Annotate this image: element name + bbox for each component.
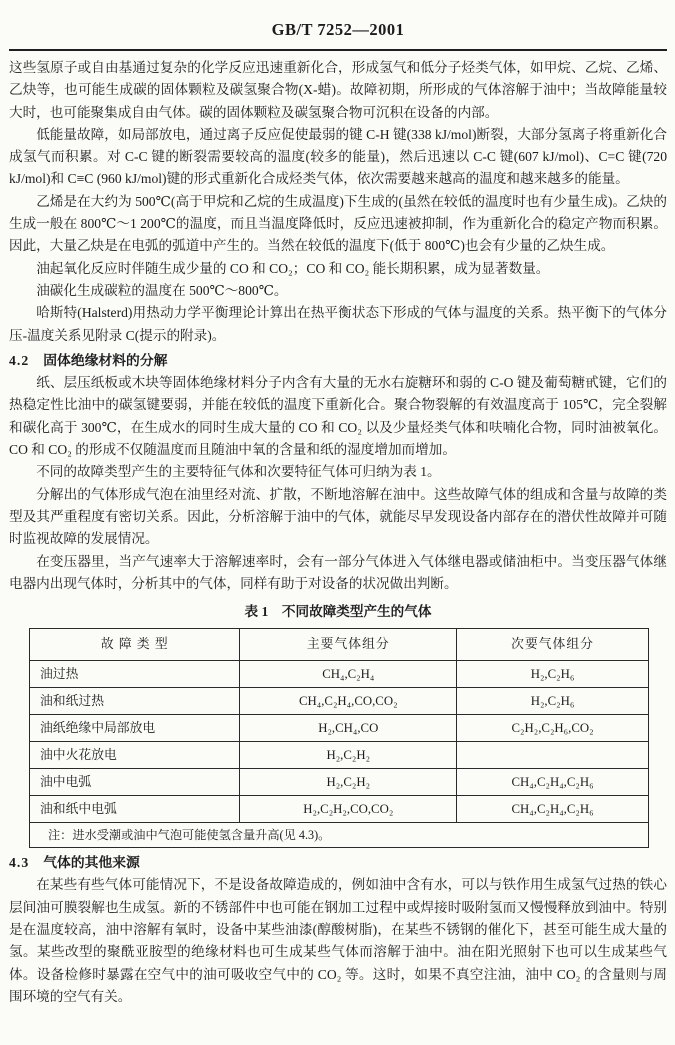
section-heading-4-3 (9, 852, 667, 874)
table-cell-minor-gas: CH₄,C₂H₄,C₂H₆ (457, 769, 649, 796)
gas-table (29, 628, 649, 848)
table-cell-fault-type: 油和纸中电弧 (30, 796, 240, 823)
paragraph: 在变压器里，当产气速率大于溶解速率时，会有一部分气体进入气体继电器或储油柜中。当变压器气体继电器内出现气体时，分析其中的气体，同样有助于对设备的状况做出判断。 (9, 553, 667, 591)
section-title: 固体绝缘材料的分解 (43, 352, 168, 368)
paragraph: 乙烯是在大约为 500℃(高于甲烷和乙烷的生成温度)下生成的(虽然在较低的温度时也有少量生成)。乙炔的生成一般在 800℃～1 200℃的温度，而且当温度降低时，反应迅速被抑制，作为重新化合的稳定产物而积累。因此，大量乙炔是在电弧的弧道中产生的。当然在较低的温度下(低于 800℃)也会有少量的乙炔生成。 (9, 193, 667, 254)
table-cell-main-gas: CH₄,C₂H₄,CO,CO₂ (240, 688, 457, 715)
paragraph: 在某些有些气体可能情况下，不是设备故障造成的，例如油中含有水，可以与铁作用生成氢气过热的铁心层间油可膜裂解也生成氢。新的不锈部件中也可能在钢加工过程中或焊接时吸附氢而又慢慢释放到油中。特别是在温度较高，油中溶解有氧时，设备中某些油漆(醇酸树脂)，在某些不锈钢的催化下，甚至可能生成大量的氢。某些改型的聚酰亚胺型的绝缘材料也可生成某些气体而溶解于油中。油在阳光照射下也可以生成某些气体。设备检修时暴露在空气中的油可吸收空气中的 CO₂ 等。这时，如果不真空注油，油中 CO₂ 的含量则与周围环境的空气有关。 (9, 877, 667, 1004)
section-4-3 (9, 852, 667, 1008)
table-row (30, 661, 649, 688)
table-row (30, 796, 649, 823)
table-cell-main-gas: H₂,C₂H₂ (240, 769, 457, 796)
paragraph: 油碳化生成碳粒的温度在 500℃～800℃。 (36, 282, 288, 298)
paragraph: 这些氢原子或自由基通过复杂的化学反应迅速重新化合，形成氢气和低分子烃类气体，如甲烷、乙烷、乙烯、乙炔等，也可能生成碳的固体颗粒及碳氢聚合物(X-蜡)。故障初期，所形成的气体溶解于油中；当故障能量较大时，也可能聚集成自由气体。碳的固体颗粒及碳氢聚合物可沉积在设备的内部。 (9, 60, 667, 120)
table-cell-fault-type: 油中电弧 (30, 769, 240, 796)
section-number: 4.3 (9, 855, 30, 871)
table-row (30, 688, 649, 715)
table-caption: 表 1 不同故障类型产生的气体 (244, 604, 432, 620)
section-heading-4-2 (9, 350, 667, 372)
doc-number-header (9, 20, 667, 51)
table-cell-minor-gas (457, 742, 649, 769)
table-note-row (30, 823, 649, 848)
table-cell-fault-type: 油中火花放电 (30, 742, 240, 769)
paragraph: 油起氧化反应时伴随生成少量的 CO 和 CO₂；CO 和 CO₂ 能长期积累，成为显著数量。 (36, 260, 550, 276)
table-cell-fault-type: 油和纸过热 (30, 688, 240, 715)
table-cell-main-gas: CH₄,C₂H₄ (240, 661, 457, 688)
table-header-cell: 故 障 类 型 (30, 629, 240, 661)
section-number: 4.2 (9, 352, 30, 368)
table-cell-main-gas: H₂,C₂H₂ (240, 742, 457, 769)
paragraph: 哈斯特(Halsterd)用热动力学平衡理论计算出在热平衡状态下形成的气体与温度的关系。热平衡下的气体分压-温度关系见附录 C(提示的附录)。 (9, 305, 667, 343)
table-header-cell: 主要气体组分 (240, 629, 457, 661)
table-cell-minor-gas: H₂,C₂H₆ (457, 688, 649, 715)
doc-number: GB/T 7252—2001 (271, 20, 405, 39)
table-cell-main-gas: H₂,CH₄,CO (240, 715, 457, 742)
table-cell-minor-gas: CH₄,C₂H₄,C₂H₆ (457, 796, 649, 823)
table-cell-fault-type: 油纸绝缘中局部放电 (30, 715, 240, 742)
table-row (30, 769, 649, 796)
paragraph: 分解出的气体形成气泡在油里经对流、扩散，不断地溶解在油中。这些故障气体的组成和含量与故障的类型及其严重程度有密切关系。因此，分析溶解于油中的气体，就能尽早发现设备内部存在的潜伏性故障并可随时监视故障的发展情况。 (9, 486, 667, 547)
table-cell-minor-gas: H₂,C₂H₆ (457, 661, 649, 688)
section-title: 气体的其他来源 (43, 855, 140, 871)
table-cell-fault-type: 油过热 (30, 661, 240, 688)
table-row (30, 742, 649, 769)
table-row (30, 715, 649, 742)
table-header-row (30, 629, 649, 661)
paragraph: 纸、层压纸板或木块等固体绝缘材料分子内含有大量的无水右旋糖环和弱的 C-O 键及葡萄糖甙键，它们的热稳定性比油中的碳氢键要弱，并能在较低的温度下重新化合。聚合物裂解的有效温度高于 105℃，完全裂解和碳化高于 300℃，在生成水的同时生成大量的 CO 和 CO₂ 以及少量烃类气体和呋喃化合物，同时油被氧化。CO 和 CO₂ 的形成不仅随温度而且随油中氧的含量和纸的湿度增加而增加。 (9, 375, 667, 458)
table-header-cell: 次要气体组分 (457, 629, 649, 661)
table-cell-minor-gas: C₂H₂,C₂H₆,CO₂ (457, 715, 649, 742)
paragraph: 不同的故障类型产生的主要特征气体和次要特征气体可归纳为表 1。 (36, 464, 441, 480)
table-cell-main-gas: H₂,C₂H₂,CO,CO₂ (240, 796, 457, 823)
table-note: 注：进水受潮或油中气泡可能使氢含量升高(见 4.3)。 (30, 823, 649, 848)
document-body (9, 51, 667, 1008)
paragraph: 低能量故障，如局部放电，通过离子反应促使最弱的键 C-H 键(338 kJ/mol)断裂，大部分氢离子将重新化合成氢气而积累。对 C-C 键的断裂需要较高的温度(较多的能量)，然后迅速以 C-C 键(607 kJ/mol)、C=C 键(720 kJ/mol)和 C≡C (960 kJ/mol)键的形式重新化合成烃类气体，依次需要越来越高的温度和越来越多的能量。 (9, 126, 667, 187)
